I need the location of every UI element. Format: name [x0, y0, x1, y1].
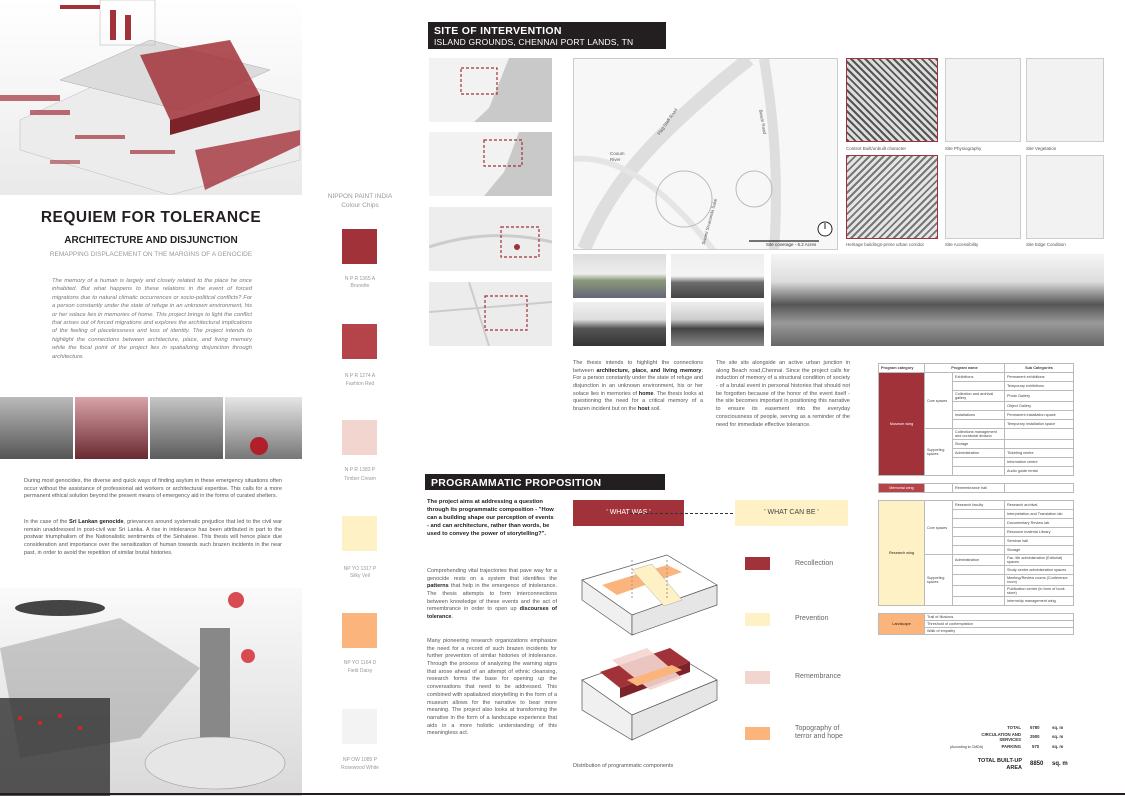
site-text-2: The site sits alongside an active urban junction in along Beach road,Chennai. Since the project calls for induction of memory of a structural condition of society - of a brutal event in personal histories that should not be forgotten because of the honor of the event itself - the site becomes important in positioning this narrative to ensure its easement into the everyday consciousness of people, serving as a reminder of the need for immediate effective tolerance. — [716, 360, 850, 428]
location-map-neighbourhood — [429, 282, 552, 346]
table-row: Landscape Trail of Illusions — [879, 614, 1074, 621]
panel-caption: Site Physiography — [945, 146, 982, 151]
site-photo — [573, 302, 666, 346]
site-panorama — [771, 254, 1104, 346]
panel-caption: Site Edge Condition — [1026, 242, 1066, 247]
table-row: Storage — [879, 440, 1074, 449]
building-render-illustration — [0, 0, 302, 195]
chip-code: NP OW 1085 P — [342, 757, 378, 763]
chip-code: NP YO 1164 D — [343, 660, 377, 666]
chip-code: N P R 1274 A — [344, 373, 376, 379]
total-unit: sq. m — [1052, 725, 1064, 730]
category-museum: Museum wing — [879, 373, 925, 476]
axonometric-diagram — [572, 540, 722, 758]
project-tagline: REMAPPING DISPLACEMENT ON THE MARGINS OF A GENOCIDE — [49, 251, 253, 258]
panel-physiography — [945, 58, 1021, 142]
table-spacer-row — [879, 476, 1074, 484]
project-title: REQUIEM FOR TOLERANCE — [40, 209, 262, 226]
chip-name: Field Daisy — [347, 668, 373, 674]
palette-subtitle: Colour Chips — [341, 202, 379, 209]
legend-label: Topography of terror and hope — [795, 725, 843, 741]
category-landscape: Landscape — [879, 614, 925, 635]
site-map-large — [573, 58, 838, 250]
site-photo — [671, 254, 764, 298]
circulation-value: 2500 — [1030, 734, 1040, 739]
programmatic-para-2: Many pioneering research organizations emphasize the need for a record of such brazen incidents for further prevention of similar histories of intolerance. Through the process of analyzing the warning signs that arose ahead of an attempt of ethnic cleansing, research forms the base for opening up the conversations that need to be addressed. This combined with spatialized storytelling in the form of a museum allows for the narrative to bear more meaning. The project also looks at transforming the narrative in the form of a landscape experience that aids in a more holistic understanding of this meaningless act. — [427, 638, 557, 737]
panel-heritage — [846, 155, 938, 239]
what-was-box: ' WHAT WAS ' — [573, 500, 684, 526]
circulation-unit: sq. m — [1052, 734, 1064, 739]
colour-chip-timber-cream — [342, 420, 377, 455]
chip-name: Brunette — [350, 283, 370, 289]
table-row: Supporting spaces Collections management and curatorial division — [879, 429, 1074, 440]
map-label-road2: Beach Road — [758, 109, 768, 135]
table-row: Supporting spaces Administration Fac. lite administration (Editorial) spaces — [879, 555, 1074, 566]
programmatic-para-1: Comprehending vital trajectories that pave way for a genocide rests on a system that identifies the patterns that help in the emergence of intolerance. The thesis attempts to form interconnections between knowledge of these events and the act of remembrance in order to open up discourses of tolerance. — [427, 568, 557, 621]
table-row: Interpretation and Translation lab — [879, 510, 1074, 519]
programmatic-lead: The project aims at addressing a question through its programmatic composition - "How can a building shape our perception of events - and can architecture, rather than words, be used to convey the power of storytelling?". — [427, 499, 554, 538]
program-table — [878, 363, 1074, 635]
table-row: Storage — [879, 546, 1074, 555]
legend-label: Prevention — [795, 615, 829, 622]
category-research: Research wing — [879, 501, 925, 606]
circulation-label: CIRCULATION AND SERVICES — [981, 732, 1021, 742]
colour-chip-rosewood-white — [342, 709, 377, 744]
table-row: Walk of empathy — [879, 628, 1074, 635]
site-photo — [671, 302, 764, 346]
panel-caption: Site Vegetation — [1026, 146, 1057, 151]
colour-chip-fashion-red — [342, 324, 377, 359]
legend-swatch-remembrance — [745, 671, 770, 684]
table-spacer-row — [879, 493, 1074, 501]
panel-vegetation — [1026, 58, 1104, 142]
total-value: 5780 — [1030, 725, 1040, 730]
legend-swatch-prevention — [745, 613, 770, 626]
panel-caption: Heritage buildings-prime urban corridor — [846, 242, 925, 247]
table-row: Object Gallery — [879, 402, 1074, 411]
panel-caption: Site Accessibility — [945, 242, 979, 247]
panel-edge-condition — [1026, 155, 1104, 239]
genocide-paragraph-2: In the case of the Sri Lankan genocide, grievances around systematic prejudice that led to the civil war remain unaddressed in post-civil war Sri Lanka. A rise in intolerance has been attributed in part to the postwar triumphalism of the Nationalistic sentiments of the Sinhalese. This thesis will hence place due consideration and importance over the sensitization of human towards such brazen incidents in the near past, in order to avoid the repetition of similar brutal histories. — [24, 519, 282, 556]
chip-code: NP YO 1317 P — [343, 566, 377, 572]
table-row: Temporary exhibitions — [879, 382, 1074, 391]
legend-swatch-topography — [745, 727, 770, 740]
chip-code: N P R 1383 P — [344, 467, 376, 473]
diagram-caption: Distribution of programmatic components — [573, 763, 674, 769]
what-can-be-box: ' WHAT CAN BE ' — [735, 500, 848, 526]
refugee-photo-strip — [0, 397, 302, 459]
table-row: Installations Permanent installation space — [879, 411, 1074, 420]
intro-paragraph: The memory of a human is largely and closely related to the place he once inhabited. But what happens to these relations in the event of forced migrations due to natural climatic occurrences or socio-political conflicts? For a person constantly under the state of refuge in an unknown environment, his or her solace lies in memories of home. This project brings to light the conflict that arises out of forced migrations and explores the architectural implications of the feeling of placelessness and loss of identity. The project intends to highlight the connections between architecture, place, and living memory while the focal point of the project lies in spatializing disjunction through architecture. — [52, 278, 252, 360]
table-row: Threshold of contemplation — [879, 621, 1074, 628]
chip-name: Rosewood White — [341, 765, 379, 771]
panel-context — [846, 58, 938, 142]
legend-swatch-recollection — [745, 557, 770, 570]
table-row: Temporary installation space — [879, 420, 1074, 429]
built-up-value: 8850 — [1030, 761, 1044, 767]
table-row: Seminar hall — [879, 537, 1074, 546]
table-row: Administration Ticketing centre — [879, 449, 1074, 458]
table-row: Publication centre (in form of book store) — [879, 586, 1074, 597]
table-header-row: Program category Program name Sub Categories — [879, 364, 1074, 373]
colour-chip-brunette — [342, 229, 377, 264]
panel-caption: Context Built/unbuilt character — [846, 146, 907, 151]
project-subtitle: ARCHITECTURE AND DISJUNCTION — [64, 235, 238, 246]
category-memorial: Memorial wing — [879, 484, 925, 493]
map-label-road3: Swami Sivananda Salai — [700, 198, 718, 246]
site-coverage-label: Site coverage - 5.2 Acres — [766, 242, 817, 247]
table-spacer-row — [879, 606, 1074, 614]
built-up-unit: sq. m — [1052, 761, 1068, 767]
table-row: Meeting/Review rooms (Conference room) — [879, 575, 1074, 586]
chip-name: Timber Cream — [344, 476, 376, 482]
programmatic-heading: PROGRAMMATIC PROPOSITION — [425, 474, 665, 490]
built-up-label: TOTAL BUILT-UP AREA — [977, 758, 1022, 771]
table-row: Study centre administration spaces — [879, 566, 1074, 575]
site-photo — [573, 254, 666, 298]
parking-label: PARKING — [1001, 744, 1021, 749]
location-map-india — [429, 58, 552, 122]
table-row: Research wing Core spaces Research faculty Research archival — [879, 501, 1074, 510]
table-row: Internship management wing — [879, 597, 1074, 606]
location-map-state — [429, 132, 552, 196]
map-label-road1: Flag Staff Road — [656, 107, 679, 136]
chip-name: Silky Veil — [349, 573, 370, 579]
map-label-river: Cooum River — [610, 151, 625, 162]
arrow-connector — [630, 513, 738, 514]
site-subheading: ISLAND GROUNDS, CHENNAI PORT LANDS, TN — [434, 37, 634, 47]
site-text-1: The thesis intends to highlight the connections between architecture, place, and living memory. For a person constantly under the state of refuge and disjunction in an unknown environment, his or her solace lies in memories of home. The thesis looks at questioning the need for a critical memory of a brazen incident but on the host soil. — [573, 360, 703, 413]
table-row: Collection and archival gallery Photo Gallery — [879, 391, 1074, 402]
location-map-city — [429, 207, 552, 271]
collage-illustration — [0, 588, 302, 796]
palette-title: NIPPON PAINT INDIA — [327, 193, 393, 200]
parking-value: 570 — [1032, 744, 1040, 749]
legend-label: Remembrance — [795, 673, 841, 680]
site-heading: SITE OF INTERVENTION ISLAND GROUNDS, CHENNAI PORT LANDS, TN — [428, 22, 666, 49]
chip-code: N P R 1365 A — [344, 276, 376, 282]
colour-chip-silky-veil — [342, 516, 377, 551]
legend-label: Recollection — [795, 560, 834, 567]
panel-accessibility — [945, 155, 1021, 239]
hero-render — [0, 0, 302, 195]
table-row: Museum wing Core spaces Exhibitions Permanent exhibitions — [879, 373, 1074, 382]
table-row: Resource material Library — [879, 528, 1074, 537]
parking-unit: sq. m — [1052, 744, 1064, 749]
parking-note: (According to CMDA) — [950, 745, 984, 749]
colour-chip-field-daisy — [342, 613, 377, 648]
chip-name: Fashion Red — [345, 381, 375, 387]
total-label: TOTAL — [1007, 725, 1021, 730]
page-bottom-rule — [0, 793, 1125, 795]
table-row: Memorial wing Remembrance hall — [879, 484, 1074, 493]
table-row: Information centre — [879, 458, 1074, 467]
table-row: Audio guide rental — [879, 467, 1074, 476]
table-row: Documentary Review lab — [879, 519, 1074, 528]
genocide-paragraph-1: During most genocides, the diverse and quick ways of finding asylum in these emergency situations often occur without the assistance of professional aid workers or architectural expertise. This calls for a more permanent ethical solution beyond the present means of emergency aid in the forms of curated shelters. — [24, 478, 282, 500]
